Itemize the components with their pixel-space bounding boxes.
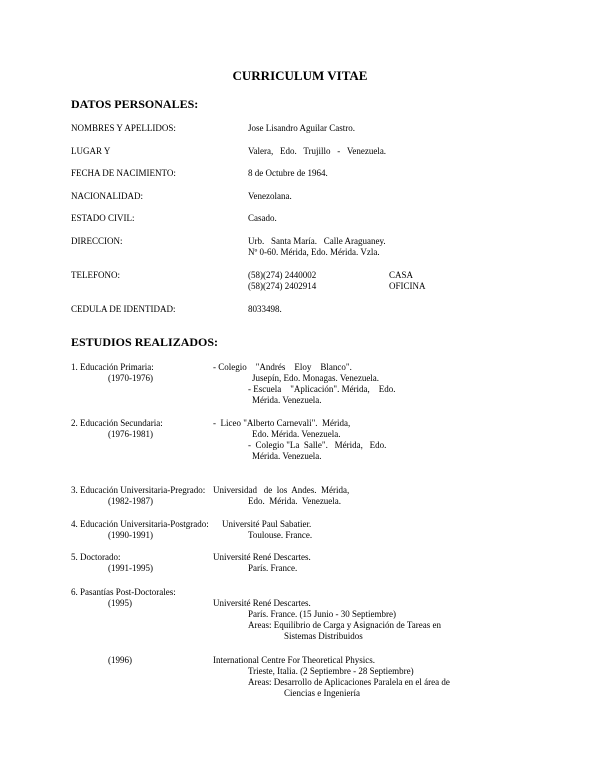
study-doctorado-years: (1991-1995) bbox=[108, 563, 153, 573]
study-pasantias-1995-line: Université René Descartes. bbox=[213, 598, 311, 608]
value-cedula: 8033498. bbox=[248, 304, 282, 314]
label-nombres: NOMBRES Y APELLIDOS: bbox=[71, 123, 176, 133]
study-postgrado-line: Toulouse. France. bbox=[248, 530, 313, 540]
study-primaria-line: - Escuela "Aplicación". Mérida, Edo. bbox=[248, 384, 396, 394]
value-estado-civil: Casado. bbox=[248, 213, 277, 223]
study-pasantias-1995-line: Sistemas Distribuidos bbox=[284, 631, 363, 641]
study-pasantias-1996-line: Trieste, Italia. (2 Septiembre - 28 Septiembre) bbox=[248, 666, 414, 676]
value-direccion-1: Urb. Santa María. Calle Araguaney. bbox=[248, 236, 386, 246]
study-pasantias-label: 6. Pasantías Post-Doctorales: bbox=[71, 587, 176, 597]
study-secundaria-line: Edo. Mérida. Venezuela. bbox=[252, 429, 341, 439]
study-pasantias-years-1996: (1996) bbox=[108, 655, 132, 665]
study-pregrado-line: Universidad de los Andes. Mérida, bbox=[213, 485, 350, 495]
value-nacionalidad: Venezolana. bbox=[248, 191, 292, 201]
study-pregrado-line: Edo. Mérida. Venezuela. bbox=[248, 496, 342, 506]
study-secundaria-line: Mérida. Venezuela. bbox=[252, 451, 322, 461]
value-direccion-2: Nº 0-60. Mérida, Edo. Mérida. Vzla. bbox=[248, 247, 380, 257]
document-title: CURRICULUM VITAE bbox=[232, 68, 368, 83]
telefono-casa-type: CASA bbox=[389, 270, 414, 280]
value-telefono-casa: (58)(274) 2440002 bbox=[248, 270, 317, 280]
study-doctorado-line: Université René Descartes. bbox=[213, 552, 311, 562]
study-postgrado-label: 4. Educación Universitaria-Postgrado: bbox=[71, 519, 209, 529]
study-postgrado-years: (1990-1991) bbox=[108, 530, 153, 540]
telefono-oficina-type: OFICINA bbox=[389, 281, 426, 291]
study-primaria-label: 1. Educación Primaria: bbox=[71, 362, 154, 372]
label-estado-civil: ESTADO CIVIL: bbox=[71, 213, 135, 223]
study-pasantias-1996-line: International Centre For Theoretical Physics. bbox=[213, 655, 376, 665]
value-lugar: Valera, Edo. Trujillo - Venezuela. bbox=[248, 146, 387, 156]
study-secundaria-line: - Liceo "Alberto Carnevali". Mérida, bbox=[213, 418, 351, 428]
section-heading-studies: ESTUDIOS REALIZADOS: bbox=[71, 335, 219, 349]
study-primaria-line: - Colegio "Andrés Eloy Blanco". bbox=[213, 362, 352, 372]
study-pasantias-1996-line: Areas: Desarrollo de Aplicaciones Paralela en el área de bbox=[248, 677, 450, 687]
study-postgrado-line: Université Paul Sabatier. bbox=[222, 519, 312, 529]
study-primaria-line: Mérida. Venezuela. bbox=[252, 395, 322, 405]
study-secundaria-line: - Colegio "La Salle". Mérida, Edo. bbox=[248, 440, 387, 450]
value-telefono-oficina: (58)(274) 2402914 bbox=[248, 281, 317, 291]
label-fecha: FECHA DE NACIMIENTO: bbox=[71, 168, 176, 178]
study-primaria-years: (1970-1976) bbox=[108, 373, 153, 383]
study-secundaria-label: 2. Educación Secundaria: bbox=[71, 418, 163, 428]
study-doctorado-line: París. France. bbox=[248, 563, 298, 573]
study-pasantias-1995-line: Areas: Equilibrio de Carga y Asignación de Tareas en bbox=[248, 620, 441, 630]
study-doctorado-label: 5. Doctorado: bbox=[71, 552, 121, 562]
study-pasantias-1995-line: París. France. (15 Junio - 30 Septiembre) bbox=[248, 609, 396, 619]
label-telefono: TELEFONO: bbox=[71, 270, 120, 280]
study-primaria-line: Jusepín, Edo. Monagas. Venezuela. bbox=[252, 373, 380, 383]
study-secundaria-years: (1976-1981) bbox=[108, 429, 153, 439]
section-heading-personal: DATOS PERSONALES: bbox=[71, 97, 199, 111]
value-nombres: Jose Lisandro Aguilar Castro. bbox=[248, 123, 355, 133]
value-fecha: 8 de Octubre de 1964. bbox=[248, 168, 328, 178]
label-lugar: LUGAR Y bbox=[71, 146, 111, 156]
label-cedula: CEDULA DE IDENTIDAD: bbox=[71, 304, 176, 314]
study-pasantias-1996-line: Ciencias e Ingeniería bbox=[284, 688, 360, 698]
study-pregrado-years: (1982-1987) bbox=[108, 496, 153, 506]
study-pregrado-label: 3. Educación Universitaria-Pregrado: bbox=[71, 485, 206, 495]
study-pasantias-years-1995: (1995) bbox=[108, 598, 132, 608]
label-direccion: DIRECCION: bbox=[71, 236, 123, 246]
label-nacionalidad: NACIONALIDAD: bbox=[71, 191, 143, 201]
